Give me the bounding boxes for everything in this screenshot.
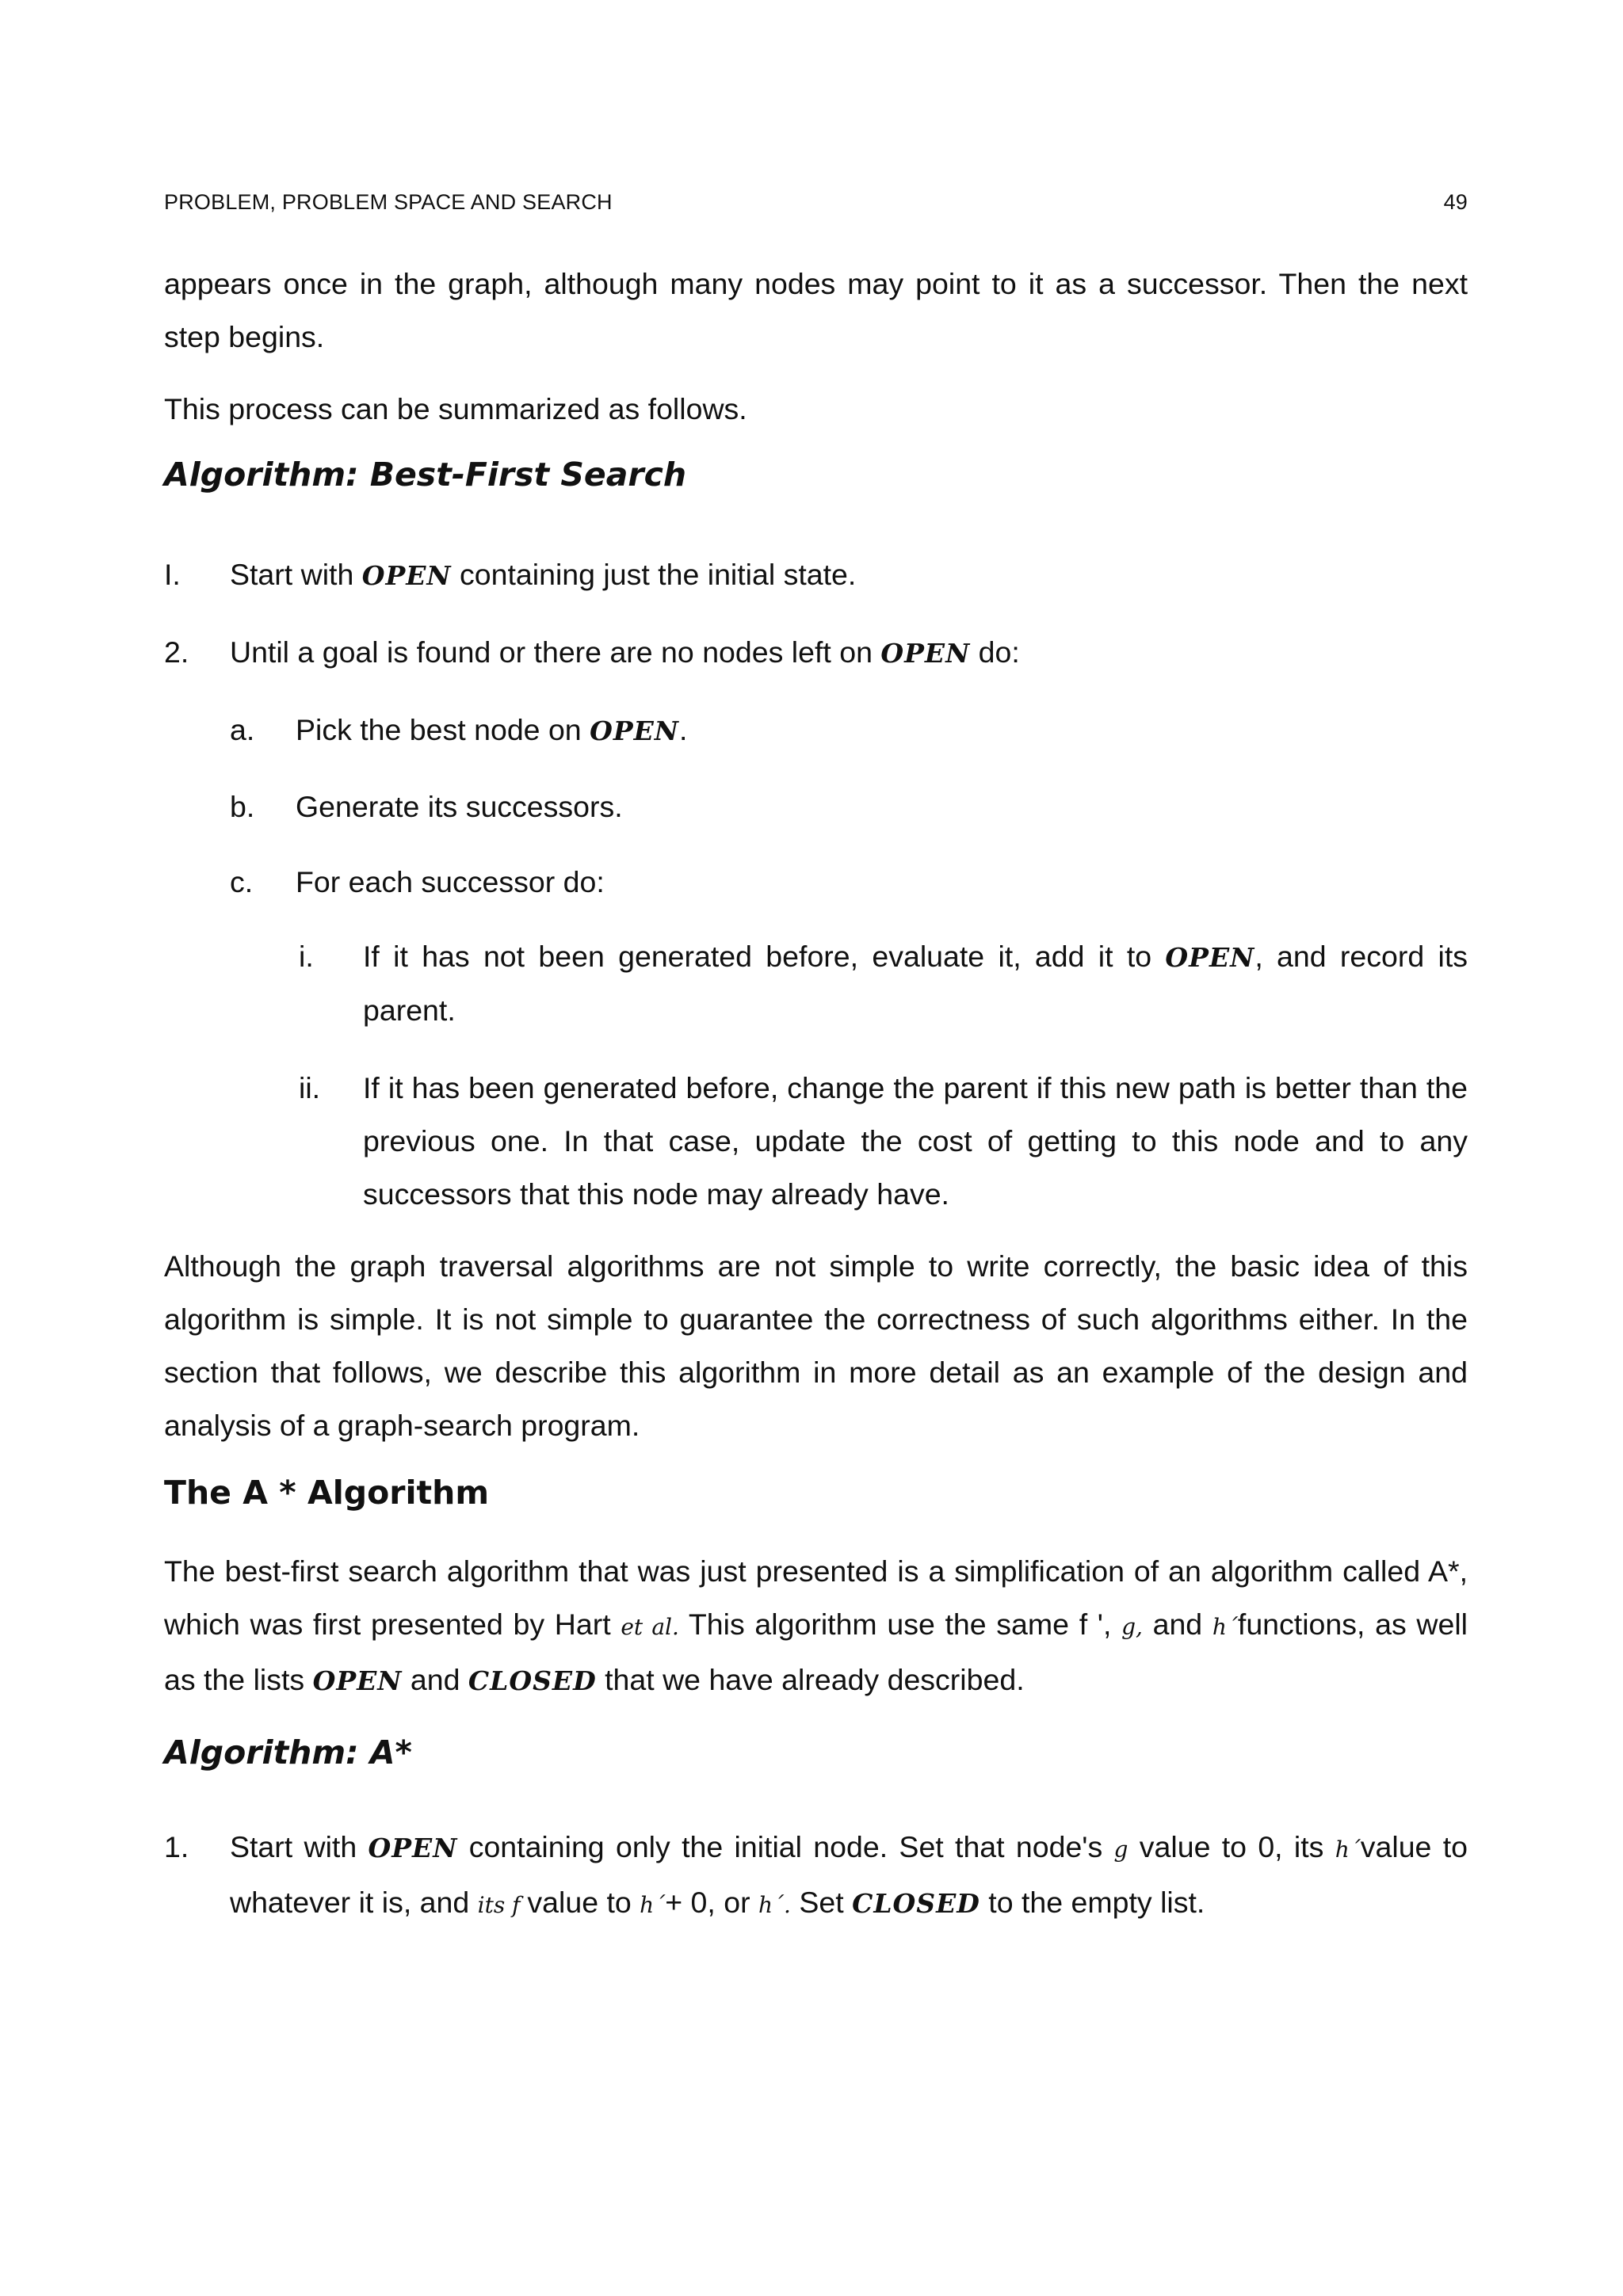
astar-algorithm-heading: Algorithm: A* [164, 1733, 412, 1772]
step-marker: 2. [164, 635, 189, 669]
text-segment: functions, as well as the lists [164, 1608, 1468, 1696]
its-f-symbol: its f [477, 1892, 528, 1918]
step-marker: c. [230, 865, 254, 898]
astar-intro-paragraph [164, 1545, 1468, 1707]
text-segment: that we have already described. [596, 1663, 1025, 1696]
page-number: 49 [1443, 190, 1468, 214]
step-text [230, 1821, 1468, 1932]
et-al-label: et al. [621, 1614, 679, 1640]
text-segment: , and record its parent. [363, 940, 1468, 1027]
open-list-label: OPEN [1165, 942, 1255, 973]
h-prime-symbol: h´ [1212, 1614, 1238, 1640]
open-list-label: OPEN [368, 1833, 458, 1863]
text-segment: do: [970, 635, 1020, 669]
g-symbol: g [1113, 1836, 1128, 1863]
text-segment: and [402, 1663, 468, 1696]
open-list-label: OPEN [880, 638, 971, 669]
step-text [230, 626, 1468, 680]
closed-list-label: CLOSED [852, 1888, 980, 1919]
best-first-heading: Algorithm: Best-First Search [164, 456, 687, 494]
step-marker: b. [230, 790, 255, 823]
step-marker: i. [299, 940, 314, 973]
astar-section-heading: The A * Algorithm [164, 1474, 490, 1512]
text-segment: Pick the best node on [296, 713, 590, 746]
closed-list-label: CLOSED [468, 1665, 597, 1696]
h-prime-symbol: h´ [1335, 1836, 1361, 1863]
text-segment: Set [790, 1886, 853, 1919]
step-marker: 1. [164, 1830, 189, 1863]
text-segment: The best-first search algorithm that was just presented is a simplification of an algorithm called A*, which was first presented by Hart [164, 1554, 1468, 1641]
open-list-label: OPEN [590, 715, 679, 746]
step-text [363, 930, 1468, 1037]
text-segment: This algorithm use the same f ', [678, 1608, 1122, 1641]
text-segment: containing just the initial state. [451, 558, 857, 591]
step-marker: I. [164, 558, 181, 591]
step-marker: ii. [299, 1071, 321, 1104]
h-prime-symbol: h´ [640, 1892, 666, 1918]
text-segment: value to 0, its [1128, 1830, 1335, 1863]
step-text: For each successor do: [296, 865, 605, 898]
step-text [230, 548, 1468, 602]
intro-paragraph: appears once in the graph, although many nodes may point to it as a successor. Then the next step begins. [164, 267, 1468, 353]
text-segment: Start with [230, 558, 362, 591]
text-segment: . [678, 713, 688, 746]
open-list-label: OPEN [312, 1665, 403, 1696]
g-symbol: g, [1121, 1614, 1143, 1640]
open-list-label: OPEN [361, 560, 452, 591]
step-text [296, 704, 1468, 757]
text-segment: and [1142, 1608, 1212, 1641]
text-segment: Start with [230, 1830, 369, 1863]
text-segment: + 0, or [665, 1886, 758, 1919]
header-title: PROBLEM, PROBLEM SPACE AND SEARCH [164, 190, 613, 214]
step-text: If it has been generated before, change the parent if this new path is better than the previous one. In that case, update the cost of getting to this node and to any successors that this node may already have. [363, 1071, 1468, 1211]
text-segment: value to [527, 1886, 640, 1919]
text-segment: to the empty list. [980, 1886, 1205, 1919]
step-text: Generate its successors. [296, 790, 623, 823]
text-segment: value to whatever it is, and [230, 1830, 1468, 1919]
summary-sentence: This process can be summarized as follows. [164, 392, 747, 425]
text-segment: containing only the initial node. Set that node's [457, 1830, 1114, 1863]
text-segment: If it has not been generated before, evaluate it, add it to [363, 940, 1166, 973]
step-marker: a. [230, 713, 255, 746]
h-prime-symbol: h´. [758, 1892, 791, 1918]
after-algorithm-paragraph: Although the graph traversal algorithms are not simple to write correctly, the basic idea of this algorithm is simple. It is not simple to guarantee the correctness of such algorithms either. In the section that follows, we describe this algorithm in more detail as an example of the design and analysis of a graph-search program. [164, 1249, 1468, 1442]
text-segment: Until a goal is found or there are no nodes left on [230, 635, 881, 669]
